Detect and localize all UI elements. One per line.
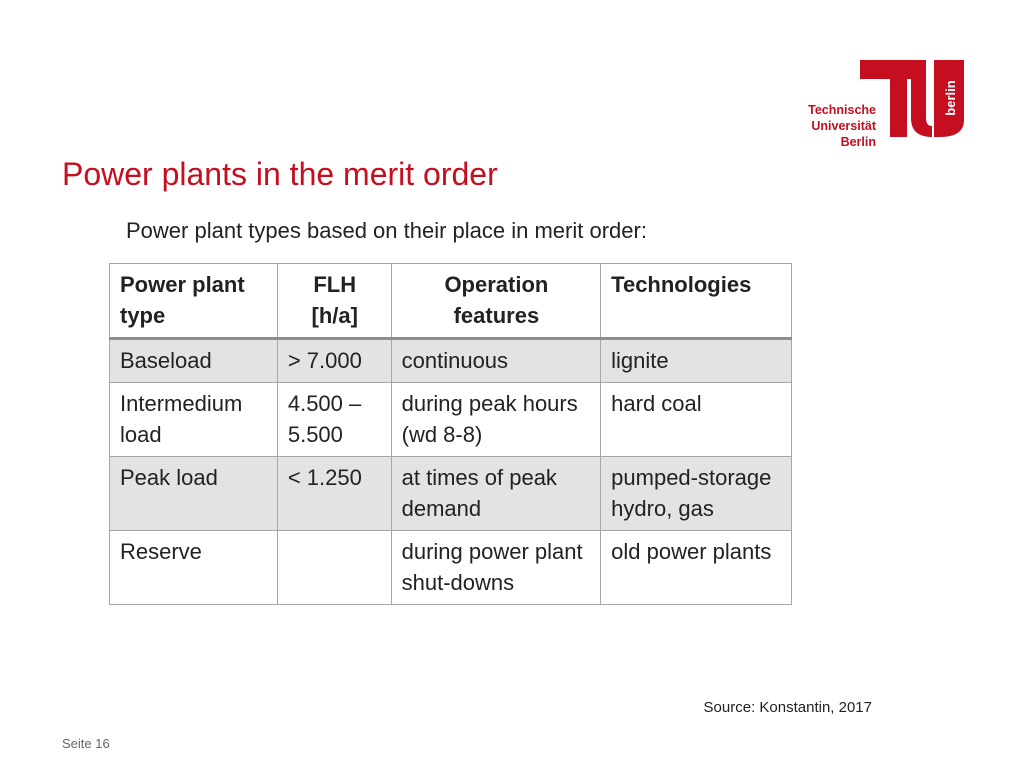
header-plant-type: Power plant type xyxy=(110,264,278,339)
cell-type: Baseload xyxy=(110,339,278,383)
cell-flh: > 7.000 xyxy=(277,339,391,383)
cell-technology: hard coal xyxy=(601,383,792,457)
logo-line-1: Technische xyxy=(808,103,876,117)
slide-subtitle: Power plant types based on their place in merit order: xyxy=(126,218,647,243)
cell-operation: during peak hours (wd 8-8) xyxy=(391,383,601,457)
header-flh: FLH [h/a] xyxy=(277,264,391,339)
cell-technology: lignite xyxy=(601,339,792,383)
table-header-row xyxy=(110,264,792,339)
header-operation: Operation features xyxy=(391,264,601,339)
tu-berlin-logo xyxy=(800,58,970,150)
table-row xyxy=(110,383,792,457)
logo-line-3: Berlin xyxy=(840,135,876,149)
cell-flh xyxy=(277,531,391,605)
cell-flh: < 1.250 xyxy=(277,457,391,531)
cell-type: Intermedium load xyxy=(110,383,278,457)
logo-side-text: berlin xyxy=(943,80,958,116)
table-row xyxy=(110,531,792,605)
page-number: Seite 16 xyxy=(62,736,110,751)
cell-technology: pumped-storage hydro, gas xyxy=(601,457,792,531)
table-row xyxy=(110,339,792,383)
table-row xyxy=(110,457,792,531)
cell-type: Reserve xyxy=(110,531,278,605)
cell-flh: 4.500 – 5.500 xyxy=(277,383,391,457)
logo-line-2: Universität xyxy=(811,119,876,133)
cell-technology: old power plants xyxy=(601,531,792,605)
header-technologies: Technologies xyxy=(601,264,792,339)
cell-operation: continuous xyxy=(391,339,601,383)
cell-type: Peak load xyxy=(110,457,278,531)
tu-logo-icon xyxy=(860,58,966,140)
cell-operation: during power plant shut-downs xyxy=(391,531,601,605)
merit-order-table xyxy=(109,263,792,605)
source-note: Source: Konstantin, 2017 xyxy=(703,699,872,716)
cell-operation: at times of peak demand xyxy=(391,457,601,531)
slide-title: Power plants in the merit order xyxy=(62,156,498,192)
